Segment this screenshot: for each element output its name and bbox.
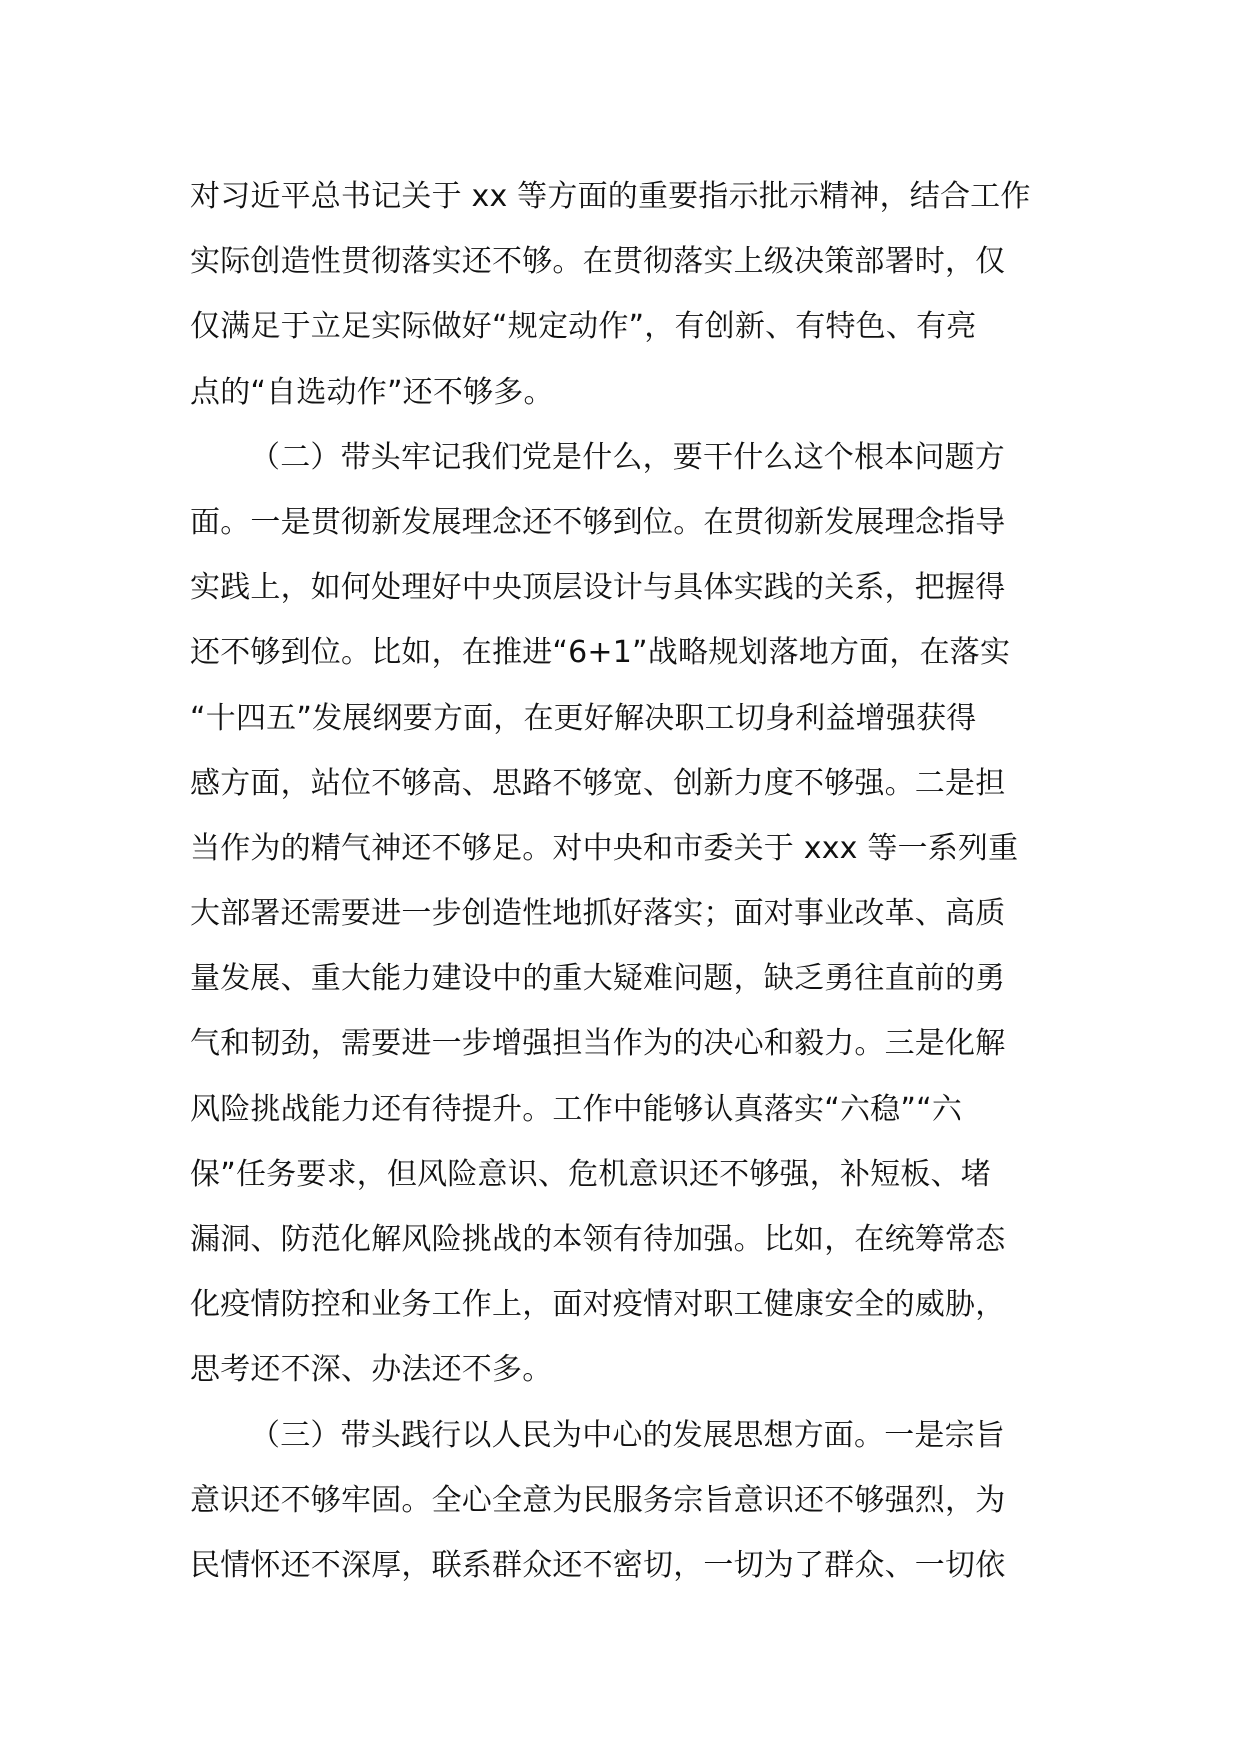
section-heading-line: （二）带头牢记我们党是什么，要干什么这个根本问题方 — [250, 439, 1005, 475]
text-line: 感方面，站位不够高、思路不够宽、创新力度不够强。二是担 — [190, 765, 1006, 801]
text-line: 量发展、重大能力建设中的重大疑难问题，缺乏勇往直前的勇 — [190, 961, 1006, 997]
text-line: 实际创造性贯彻落实还不够。在贯彻落实上级决策部署时，仅 — [190, 244, 1006, 280]
text-line: 民情怀还不深厚，联系群众还不密切，一切为了群众、一切依 — [190, 1547, 1006, 1583]
text-line: 大部署还需要进一步创造性地抓好落实；面对事业改革、高质 — [190, 896, 1006, 932]
text-line: 实践上，如何处理好中央顶层设计与具体实践的关系，把握得 — [190, 570, 1006, 606]
text-line: 意识还不够牢固。全心全意为民服务宗旨意识还不够强烈，为 — [190, 1482, 1006, 1518]
document-body — [190, 164, 1070, 1598]
text-line: 点的“自选动作”还不够多。 — [190, 374, 554, 410]
text-line: 气和韧劲，需要进一步增强担当作为的决心和毅力。三是化解 — [190, 1026, 1006, 1062]
text-line: 对习近平总书记关于 xx 等方面的重要指示批示精神，结合工作 — [190, 179, 1031, 214]
text-line: 思考还不深、办法还不多。 — [190, 1352, 553, 1388]
text-line: 化疫情防控和业务工作上，面对疫情对职工健康安全的威胁， — [190, 1287, 1006, 1323]
section-heading-line: （三）带头践行以人民为中心的发展思想方面。一是宗旨 — [250, 1417, 1005, 1453]
text-line: “十四五”发展纲要方面，在更好解决职工切身利益增强获得 — [190, 700, 977, 736]
text-line: 当作为的精气神还不够足。对中央和市委关于 xxx 等一系列重 — [190, 830, 1019, 866]
text-line: 还不够到位。比如，在推进“6+1”战略规划落地方面，在落实 — [190, 635, 1011, 671]
text-line: 面。一是贯彻新发展理念还不够到位。在贯彻新发展理念指导 — [190, 504, 1006, 540]
text-line: 漏洞、防范化解风险挑战的本领有待加强。比如，在统筹常态 — [190, 1222, 1006, 1257]
text-line: 仅满足于立足实际做好“规定动作”，有创新、有特色、有亮 — [190, 309, 977, 345]
text-line: 保”任务要求，但风险意识、危机意识还不够强，补短板、堵 — [190, 1156, 991, 1192]
text-line: 风险挑战能力还有待提升。工作中能够认真落实“六稳”“六 — [190, 1091, 963, 1127]
